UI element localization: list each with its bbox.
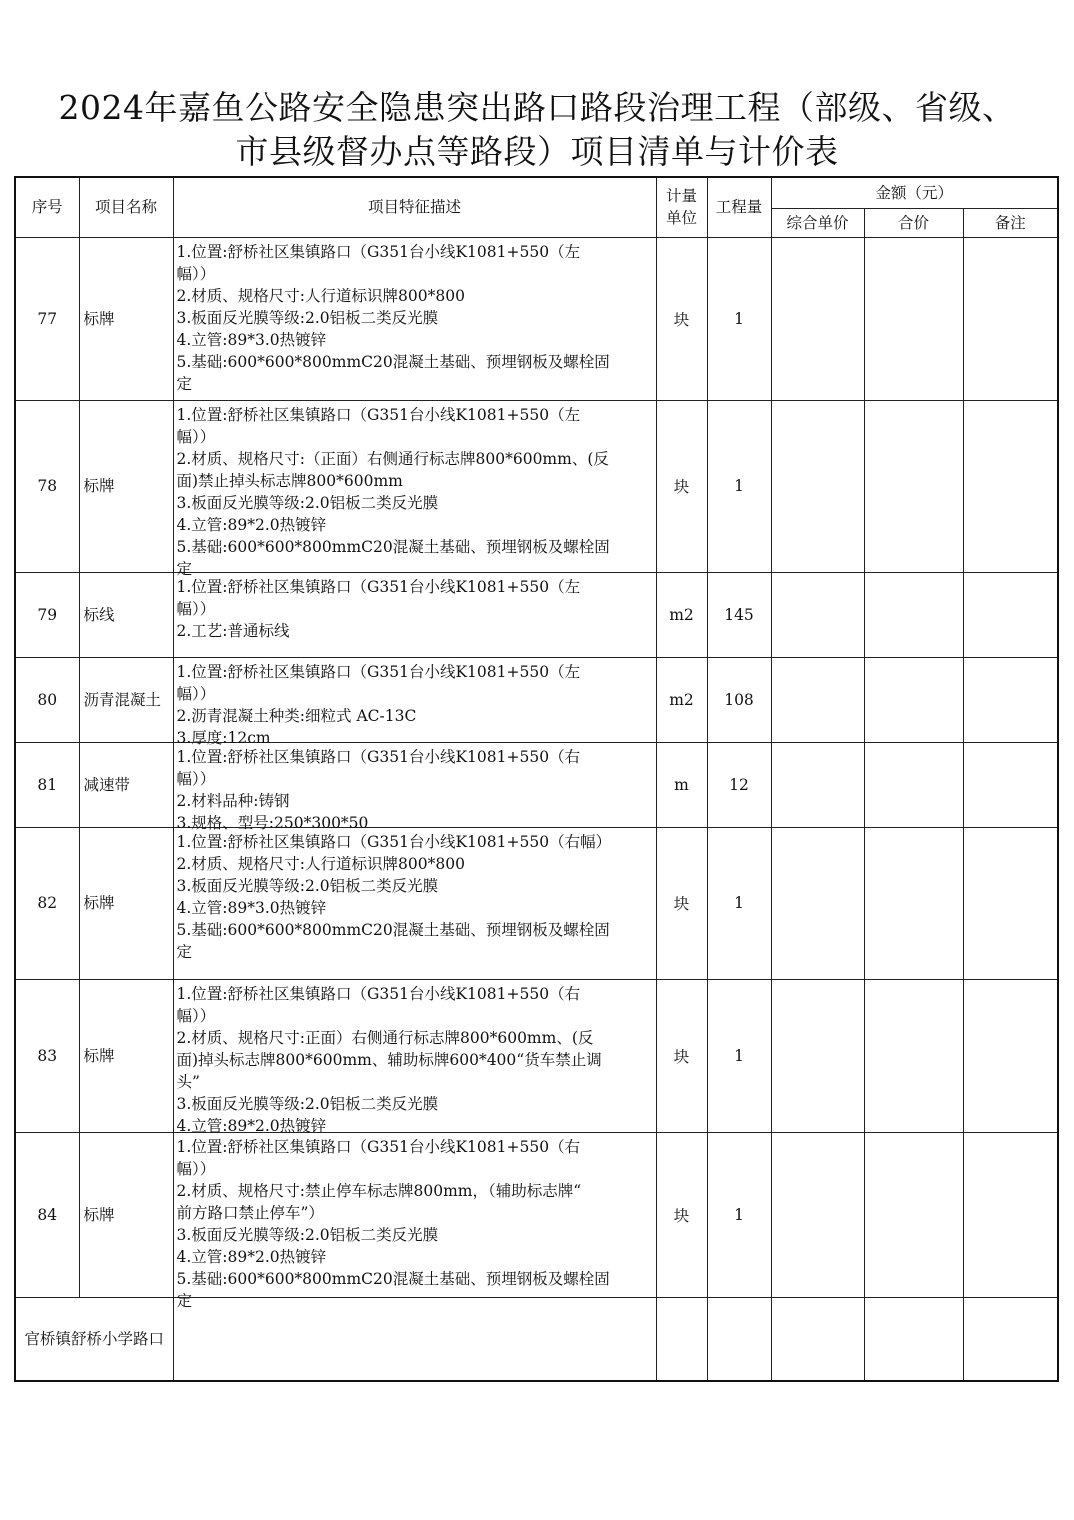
- row-unit-price: [771, 657, 864, 742]
- row-seq: 84: [15, 1132, 79, 1297]
- header-unit-line-1: 计量: [665, 187, 697, 206]
- row-unit: m: [656, 742, 707, 827]
- page-title-line-1: 2024年嘉鱼公路安全隐患突出路口路段治理工程（部级、省级、: [58, 88, 1016, 127]
- row-unit: 块: [656, 237, 707, 400]
- row-item-name: 标牌: [79, 979, 173, 1132]
- table-row: [15, 979, 1058, 1132]
- row-total: [864, 657, 963, 742]
- description-line: 头”: [176, 1072, 200, 1091]
- header-remark: 备注: [963, 208, 1058, 237]
- row-total: [864, 827, 963, 979]
- section-name: 官桥镇舒桥小学路口: [15, 1297, 173, 1381]
- row-item-name: 标线: [79, 572, 173, 657]
- row-quantity: 1: [707, 1132, 771, 1297]
- row-description: [173, 572, 656, 657]
- row-description: [173, 657, 656, 747]
- row-seq: 82: [15, 827, 79, 979]
- description-line: 幅））: [176, 769, 216, 788]
- table-row: [15, 400, 1058, 572]
- description-line: 4.立管:89*2.0热镀锌: [176, 515, 327, 534]
- row-item-name: 减速带: [79, 742, 173, 827]
- row-unit: 块: [656, 827, 707, 979]
- description-line: 4.立管:89*2.0热镀锌: [176, 1116, 327, 1135]
- row-description-text: [176, 746, 654, 832]
- header-amount: 金额（元）: [771, 177, 1058, 208]
- section-empty-cell: [173, 1297, 656, 1381]
- row-total: [864, 742, 963, 827]
- table-row: [15, 742, 1058, 827]
- row-remark: [963, 657, 1058, 742]
- description-line: 幅））: [176, 599, 216, 618]
- header-seq: 序号: [15, 177, 79, 237]
- description-line: 2.材质、规格尺寸:禁止停车标志牌800mm，（辅助标志牌“: [176, 1181, 582, 1200]
- row-seq: 78: [15, 400, 79, 572]
- description-line: 定: [176, 559, 193, 578]
- row-description-text: [176, 404, 654, 578]
- row-total: [864, 572, 963, 657]
- table-row: [15, 827, 1058, 979]
- header-description: 项目特征描述: [173, 177, 656, 237]
- row-description: [173, 827, 656, 979]
- row-unit-price: [771, 742, 864, 827]
- description-line: 2.材料品种:铸钢: [176, 791, 290, 810]
- header-unit-line-2: 单位: [665, 209, 697, 228]
- row-quantity: 145: [707, 572, 771, 657]
- row-description: [173, 1132, 656, 1310]
- row-unit: 块: [656, 1132, 707, 1297]
- row-total: [864, 979, 963, 1132]
- table-row: [15, 1132, 1058, 1297]
- description-line: 定: [176, 374, 193, 393]
- description-line: 1.位置:舒桥社区集镇路口（G351台小线K1081+550（左: [176, 662, 581, 681]
- description-line: 5.基础:600*600*800mmC20混凝土基础、预埋钢板及螺栓固: [176, 537, 610, 556]
- description-line: 幅））: [176, 684, 216, 703]
- row-remark: [963, 979, 1058, 1132]
- row-quantity: 1: [707, 979, 771, 1132]
- row-item-name: 标牌: [79, 827, 173, 979]
- description-line: 1.位置:舒桥社区集镇路口（G351台小线K1081+550（左: [176, 577, 581, 596]
- description-line: 4.立管:89*3.0热镀锌: [176, 330, 327, 349]
- page-title-line-2: 市县级督办点等路段）项目清单与计价表: [235, 132, 839, 171]
- description-line: 3.规格、型号:250*300*50: [176, 813, 369, 832]
- description-line: 2.材质、规格尺寸:（正面）右侧通行标志牌800*600mm、(反: [176, 449, 609, 468]
- row-unit-price: [771, 237, 864, 400]
- description-line: 幅））: [176, 264, 216, 283]
- description-line: 5.基础:600*600*800mmC20混凝土基础、预埋钢板及螺栓固: [176, 920, 610, 939]
- description-line: 前方路口禁止停车”）: [176, 1203, 324, 1222]
- row-remark: [963, 237, 1058, 400]
- row-seq: 77: [15, 237, 79, 400]
- description-line: 1.位置:舒桥社区集镇路口（G351台小线K1081+550（右幅）: [176, 832, 612, 851]
- description-line: 幅））: [176, 427, 216, 446]
- row-quantity: 12: [707, 742, 771, 827]
- row-description-text: [176, 983, 654, 1135]
- section-empty-cell: [771, 1297, 864, 1381]
- row-unit: m2: [656, 572, 707, 657]
- section-empty-cell: [656, 1297, 707, 1381]
- row-seq: 83: [15, 979, 79, 1132]
- table-body: [15, 237, 1058, 1381]
- description-line: 定: [176, 1291, 193, 1310]
- description-line: 3.板面反光膜等级:2.0铝板二类反光膜: [176, 1225, 439, 1244]
- row-item-name: 标牌: [79, 400, 173, 572]
- row-description-text: [177, 831, 654, 979]
- header-unit: [656, 177, 707, 237]
- row-description-text: [176, 661, 654, 747]
- row-description-text: [176, 1136, 654, 1310]
- description-line: 1.位置:舒桥社区集镇路口（G351台小线K1081+550（右: [176, 747, 581, 766]
- row-total: [864, 1132, 963, 1297]
- header-row-1: [15, 177, 1058, 208]
- description-line: 幅））: [176, 1006, 216, 1025]
- description-line: 4.立管:89*3.0热镀锌: [176, 898, 327, 917]
- row-remark: [963, 742, 1058, 827]
- row-quantity: 1: [707, 237, 771, 400]
- description-line: 面)禁止掉头标志牌800*600mm: [176, 471, 403, 490]
- row-item-name: 沥青混凝土: [79, 657, 173, 742]
- description-line: 3.板面反光膜等级:2.0铝板二类反光膜: [176, 493, 439, 512]
- section-empty-cell: [864, 1297, 963, 1381]
- description-line: 1.位置:舒桥社区集镇路口（G351台小线K1081+550（右: [176, 984, 581, 1003]
- row-unit-price: [771, 400, 864, 572]
- description-line: 1.位置:舒桥社区集镇路口（G351台小线K1081+550（左: [176, 242, 581, 261]
- row-quantity: 1: [707, 827, 771, 979]
- row-description-text: [177, 241, 654, 400]
- description-line: 2.工艺:普通标线: [176, 621, 290, 640]
- table-row: [15, 237, 1058, 400]
- description-line: 3.板面反光膜等级:2.0铝板二类反光膜: [176, 876, 439, 895]
- row-unit-price: [771, 979, 864, 1132]
- description-line: 幅））: [176, 1159, 216, 1178]
- row-remark: [963, 400, 1058, 572]
- row-quantity: 108: [707, 657, 771, 742]
- row-remark: [963, 1132, 1058, 1297]
- description-line: 5.基础:600*600*800mmC20混凝土基础、预埋钢板及螺栓固: [176, 352, 610, 371]
- row-quantity: 1: [707, 400, 771, 572]
- row-unit-price: [771, 827, 864, 979]
- bill-of-quantities-table: [14, 176, 1059, 1382]
- row-remark: [963, 572, 1058, 657]
- header-total: 合价: [864, 208, 963, 237]
- description-line: 定: [176, 942, 193, 961]
- row-description: [173, 742, 656, 832]
- row-total: [864, 237, 963, 400]
- table-row: [15, 572, 1058, 657]
- header-item-name: 项目名称: [79, 177, 173, 237]
- description-line: 2.材质、规格尺寸:正面）右侧通行标志牌800*600mm、(反: [176, 1028, 594, 1047]
- description-line: 面)掉头标志牌800*600mm、辅助标牌600*400“货车禁止调: [176, 1050, 602, 1069]
- description-line: 5.基础:600*600*800mmC20混凝土基础、预埋钢板及螺栓固: [176, 1269, 610, 1288]
- description-line: 3.厚度:12cm: [176, 728, 271, 747]
- row-unit: 块: [656, 979, 707, 1132]
- section-empty-cell: [707, 1297, 771, 1381]
- description-line: 1.位置:舒桥社区集镇路口（G351台小线K1081+550（右: [176, 1137, 581, 1156]
- description-line: 2.材质、规格尺寸:人行道标识牌800*800: [176, 854, 465, 873]
- row-seq: 80: [15, 657, 79, 742]
- row-description: [173, 237, 656, 400]
- row-unit: 块: [656, 400, 707, 572]
- row-unit-price: [771, 1132, 864, 1297]
- row-remark: [963, 827, 1058, 979]
- section-row: [15, 1297, 1058, 1381]
- row-description: [173, 979, 656, 1135]
- row-description-text: [177, 576, 654, 657]
- row-item-name: 标牌: [79, 237, 173, 400]
- description-line: 2.沥青混凝土种类:细粒式 AC-13C: [176, 706, 417, 725]
- description-line: 3.板面反光膜等级:2.0铝板二类反光膜: [176, 308, 439, 327]
- header-unit-price: 综合单价: [771, 208, 864, 237]
- header-quantity: 工程量: [707, 177, 771, 237]
- row-unit: m2: [656, 657, 707, 742]
- row-total: [864, 400, 963, 572]
- description-line: 1.位置:舒桥社区集镇路口（G351台小线K1081+550（左: [176, 405, 581, 424]
- section-empty-cell: [963, 1297, 1058, 1381]
- description-line: 2.材质、规格尺寸:人行道标识牌800*800: [176, 286, 465, 305]
- description-line: 3.板面反光膜等级:2.0铝板二类反光膜: [176, 1094, 439, 1113]
- row-seq: 79: [15, 572, 79, 657]
- row-seq: 81: [15, 742, 79, 827]
- row-unit-price: [771, 572, 864, 657]
- table-row: [15, 657, 1058, 742]
- row-description: [173, 400, 656, 578]
- description-line: 4.立管:89*2.0热镀锌: [176, 1247, 327, 1266]
- row-item-name: 标牌: [79, 1132, 173, 1297]
